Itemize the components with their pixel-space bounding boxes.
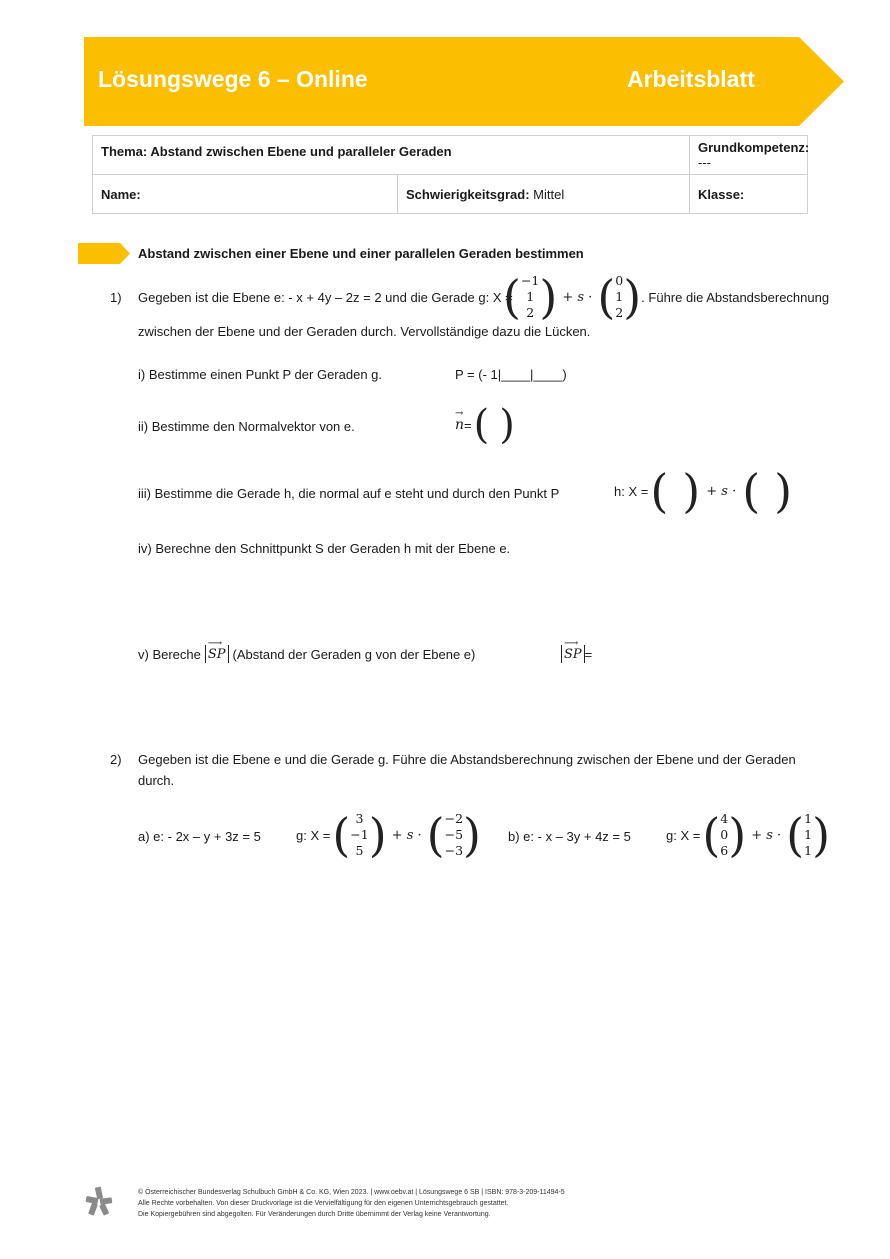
task2b-line (666, 808, 831, 862)
step2-text: ii) Bestimme den Normalvektor von e. (138, 419, 355, 434)
class-label: Klasse: (698, 186, 745, 202)
vec-component: 6 (720, 843, 729, 858)
task2a-line (296, 808, 481, 862)
task1-intro-a: Gegeben ist die Ebene e: - x + 4y – 2z = 2 und die Gerade g: X = (138, 290, 513, 305)
task2-number: 2) (110, 752, 122, 767)
abs-bar-right (228, 645, 229, 663)
task2b-plane: b) e: - x – 3y + 4z = 5 (508, 829, 631, 844)
vec-component: −1 (520, 273, 540, 288)
vec-component: 3 (355, 811, 364, 826)
paren-right: ) (499, 402, 515, 448)
publisher-logo-icon (84, 1186, 114, 1216)
vec-component: 2 (526, 305, 535, 320)
step1-answer: P = (- 1|____|____) (455, 367, 567, 382)
vec-component: 5 (355, 843, 364, 858)
paren-left: ( (503, 270, 521, 324)
footer-copyright (138, 1187, 565, 1220)
paren-right: ) (774, 464, 793, 518)
vec-component: 1 (526, 289, 535, 304)
paren-left: ( (332, 808, 351, 862)
step5-line (138, 637, 476, 663)
g-label: g: X = (666, 827, 701, 843)
header-title: Lösungswege 6 – Online (98, 66, 368, 92)
vec-component: 1 (615, 289, 624, 304)
step5-text-a: v) Bereche (138, 646, 201, 662)
topic-label: Thema: Abstand zwischen Ebene und paralleler Geraden (101, 144, 452, 159)
class-cell (690, 175, 808, 214)
difficulty-cell (398, 175, 690, 214)
vec-component: 1 (804, 827, 813, 842)
h-label: h: X = (614, 483, 649, 499)
vec-component: −5 (444, 827, 464, 842)
equals-sign: = (584, 646, 593, 662)
step3-answer (614, 464, 793, 518)
competence-label: Grundkompetenz: (698, 140, 810, 155)
task1-intro-b: . Führe die Abstandsberechnung (641, 289, 830, 305)
paren-right: ) (463, 808, 481, 862)
sp-label: SP (564, 646, 582, 662)
task1-number: 1) (110, 290, 122, 305)
paren-left: ( (597, 270, 616, 324)
abs-sp (205, 637, 229, 663)
paren-left: ( (473, 402, 490, 448)
sp-vector (562, 637, 584, 662)
competence-cell (690, 136, 808, 175)
paren-right: ) (812, 808, 831, 862)
vec-component: 4 (720, 811, 729, 826)
vector-arrow-icon: → (455, 408, 464, 419)
paren-left: ( (426, 808, 445, 862)
task2-intro-b: durch. (138, 773, 175, 788)
paren-right: ) (368, 808, 387, 862)
step2-answer (455, 402, 515, 448)
normal-vector-letter: n (455, 417, 465, 433)
vec-component: −2 (444, 811, 464, 826)
vector-direction (804, 811, 812, 859)
task1-line-g (503, 270, 830, 324)
topic-cell (93, 136, 690, 175)
g-label: g: X = (296, 827, 331, 843)
paren-left: ( (702, 808, 721, 862)
vec-component: 2 (615, 305, 624, 320)
meta-table (92, 135, 808, 214)
vec-component: 1 (804, 843, 813, 858)
plus-s: + s · (391, 827, 422, 843)
step5-answer (561, 637, 593, 663)
step4-text: iv) Berechne den Schnittpunkt S der Geraden h mit der Ebene e. (138, 541, 511, 556)
paren-right: ) (623, 270, 642, 324)
plus-s: + s · (562, 289, 593, 305)
vector-point (350, 811, 368, 859)
header-doc-type: Arbeitsblatt (627, 66, 755, 92)
paren-right: ) (539, 270, 558, 324)
section-title: Abstand zwischen einer Ebene und einer parallelen Geraden bestimmen (138, 246, 584, 261)
vec-component: 1 (804, 811, 813, 826)
paren-right: ) (682, 464, 701, 518)
name-cell (93, 175, 398, 214)
vec-component: 0 (615, 273, 624, 288)
step3-text: iii) Bestimme die Gerade h, die normal auf e steht und durch den Punkt P (138, 486, 560, 501)
sp-label: SP (207, 646, 226, 662)
vec-component: −1 (350, 827, 369, 842)
vector-point (720, 811, 728, 859)
plus-s: + s · (706, 483, 737, 499)
vec-component: 0 (720, 827, 729, 842)
footer-line-2: Alle Rechte vorbehalten. Von dieser Druckvorlage ist die Vervielfältigung für den eigenen Unterrichtsgebrauch gestattet. (138, 1200, 509, 1207)
vec-component: −3 (444, 843, 464, 858)
name-label: Name: (101, 186, 141, 202)
footer-line-3: Die Kopiergebühren sind abgegolten. Für Veränderungen durch Dritte übernimmt der Verlag keine Verantwortung. (138, 1211, 491, 1218)
sp-vector (206, 637, 228, 662)
paren-left: ( (742, 464, 761, 518)
step1-text: i) Bestimme einen Punkt P der Geraden g. (138, 367, 382, 382)
task2-intro-a: Gegeben ist die Ebene e und die Gerade g. Führe die Abstandsberechnung zwischen der Ebene und der Geraden (138, 752, 796, 767)
section-arrow-icon (78, 243, 130, 264)
competence-value: --- (698, 155, 712, 170)
vector-direction (445, 811, 463, 859)
step5-text-b: (Abstand der Geraden g von der Ebene e) (232, 646, 476, 662)
equals-sign: = (464, 417, 472, 433)
vector-point (521, 273, 539, 321)
paren-right: ) (728, 808, 747, 862)
plus-s: + s · (751, 827, 782, 843)
footer-line-1: © Österreichischer Bundesverlag Schulbuch GmbH & Co. KG, Wien 2023. | www.oebv.at | Lösungswege 6 SB | ISBN: 978-3-209-11494-5 (138, 1189, 565, 1196)
task1-intro-c: zwischen der Ebene und der Geraden durch. Vervollständige dazu die Lücken. (138, 324, 591, 339)
difficulty-label: Schwierigkeitsgrad: (406, 186, 530, 202)
difficulty-value: Mittel (533, 186, 565, 202)
vector-arrow-icon: ⟶ (207, 637, 223, 649)
paren-left: ( (786, 808, 805, 862)
vector-arrow-icon: ⟶ (564, 637, 579, 649)
vector-direction (615, 273, 623, 321)
normal-vector-symbol (455, 408, 465, 433)
paren-left: ( (650, 464, 669, 518)
task2a-plane: a) e: - 2x – y + 3z = 5 (138, 829, 261, 844)
